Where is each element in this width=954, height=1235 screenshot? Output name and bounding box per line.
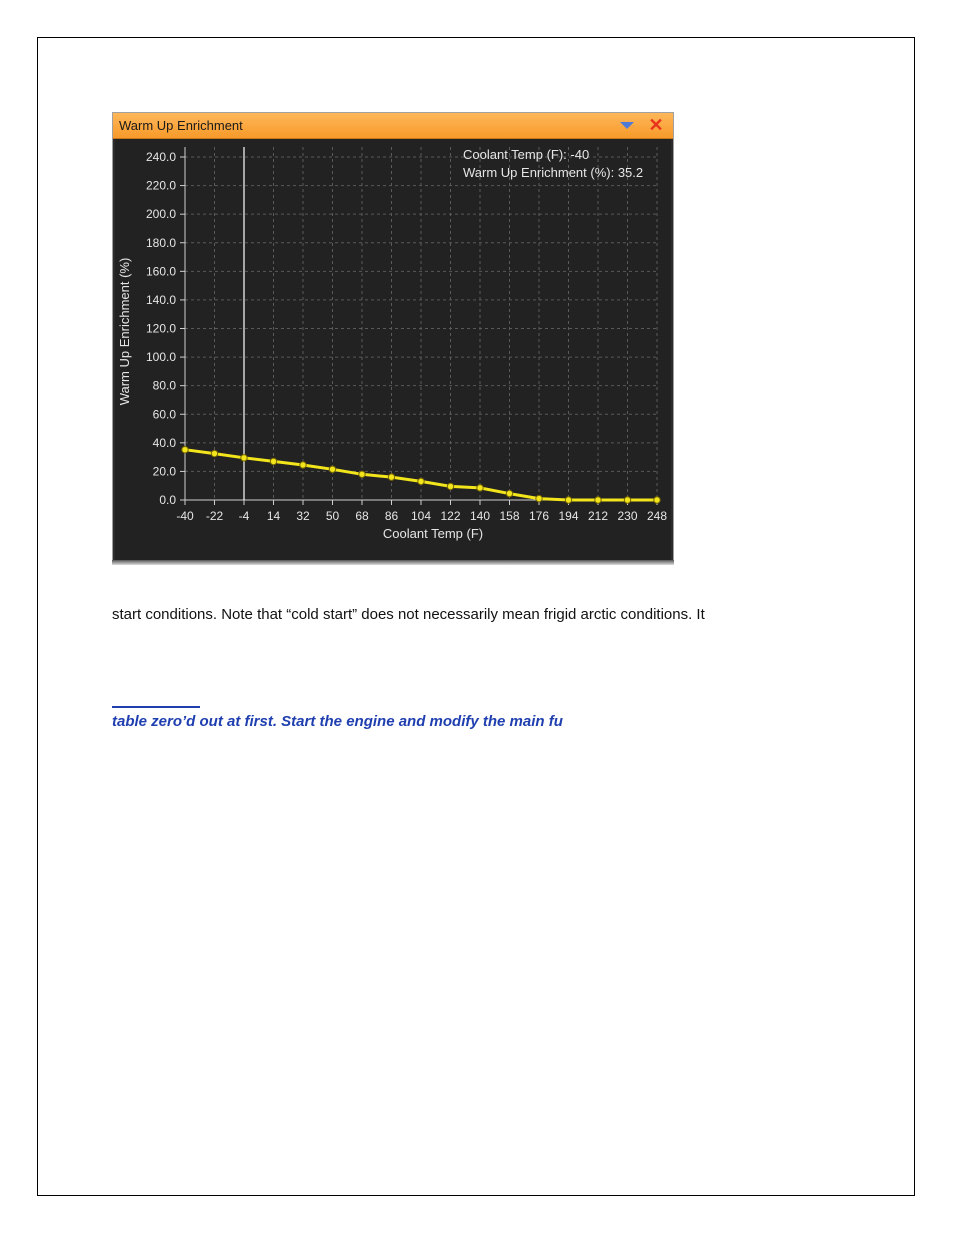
y-tick-label: 200.0 (145, 207, 176, 222)
y-tick-label: 240.0 (145, 150, 176, 165)
data-point (211, 450, 217, 456)
x-tick-label: 86 (384, 509, 399, 523)
data-point (270, 458, 276, 464)
window-titlebar[interactable] (113, 113, 673, 139)
x-tick-label: 194 (558, 509, 579, 523)
data-point (359, 471, 365, 477)
data-point (447, 483, 453, 489)
window-bottom-edge (112, 560, 674, 565)
y-tick-label: 120.0 (145, 321, 176, 336)
data-point (418, 478, 424, 484)
series-line (185, 450, 657, 500)
note-rule (112, 706, 200, 708)
x-tick-label: 68 (355, 509, 369, 523)
data-point (477, 485, 483, 491)
x-tick-label: 248 (646, 509, 668, 523)
data-point (388, 474, 394, 480)
data-point (565, 497, 571, 503)
data-point (506, 490, 512, 496)
blue-note-text: table zero’d out at first. Start the engine and modify the main fu (112, 713, 563, 730)
y-tick-label: 0.0 (159, 493, 176, 507)
x-tick-label: -22 (205, 509, 224, 523)
y-tick-label: 140.0 (145, 292, 176, 307)
data-point (624, 497, 630, 503)
data-point (536, 495, 542, 501)
y-tick-label: 160.0 (145, 264, 176, 279)
x-tick-label: 104 (410, 509, 432, 523)
x-tick-label: 122 (440, 509, 461, 523)
data-point (595, 497, 601, 503)
readout-enrichment: Warm Up Enrichment (%): 35.2 (463, 165, 644, 180)
x-tick-label: 212 (587, 509, 609, 523)
body-paragraph: start conditions. Note that “cold start” does not necessarily mean frigid arctic conditions. It (112, 606, 705, 623)
x-tick-label: 158 (499, 509, 520, 523)
y-tick-label: 80.0 (152, 378, 176, 393)
y-axis-label: Warm Up Enrichment (%) (117, 257, 132, 406)
x-tick-label: -40 (176, 509, 194, 523)
y-tick-label: 40.0 (152, 435, 176, 450)
x-axis-label: Coolant Temp (F) (382, 526, 484, 541)
x-tick-label: -4 (238, 509, 250, 523)
data-point (654, 497, 660, 503)
data-point (241, 455, 247, 461)
window-title: Warm Up Enrichment (119, 118, 243, 133)
chart-area[interactable] (115, 139, 671, 561)
readout-coolant-temp: Coolant Temp (F): -40 (463, 147, 590, 162)
x-tick-label: 176 (528, 509, 550, 523)
x-tick-label: 140 (469, 509, 491, 523)
dropdown-arrow-icon[interactable] (620, 122, 634, 129)
x-tick-label: 50 (325, 509, 340, 523)
y-tick-label: 220.0 (145, 178, 176, 193)
text-layer (117, 147, 667, 541)
y-tick-label: 100.0 (145, 350, 176, 365)
y-tick-label: 60.0 (152, 407, 176, 422)
x-tick-label: 230 (617, 509, 638, 523)
warm-up-enrichment-window[interactable] (112, 112, 674, 563)
warm-up-enrichment-chart[interactable] (115, 139, 671, 561)
y-tick-label: 180.0 (145, 235, 176, 250)
data-point (300, 462, 306, 468)
data-point (182, 446, 188, 452)
axis-layer (180, 147, 657, 505)
x-tick-label: 14 (266, 509, 281, 523)
data-point (329, 466, 335, 472)
x-tick-label: 32 (296, 509, 310, 523)
y-tick-label: 20.0 (152, 464, 176, 479)
close-icon[interactable]: ✕ (648, 115, 664, 135)
grid-layer (185, 147, 657, 500)
